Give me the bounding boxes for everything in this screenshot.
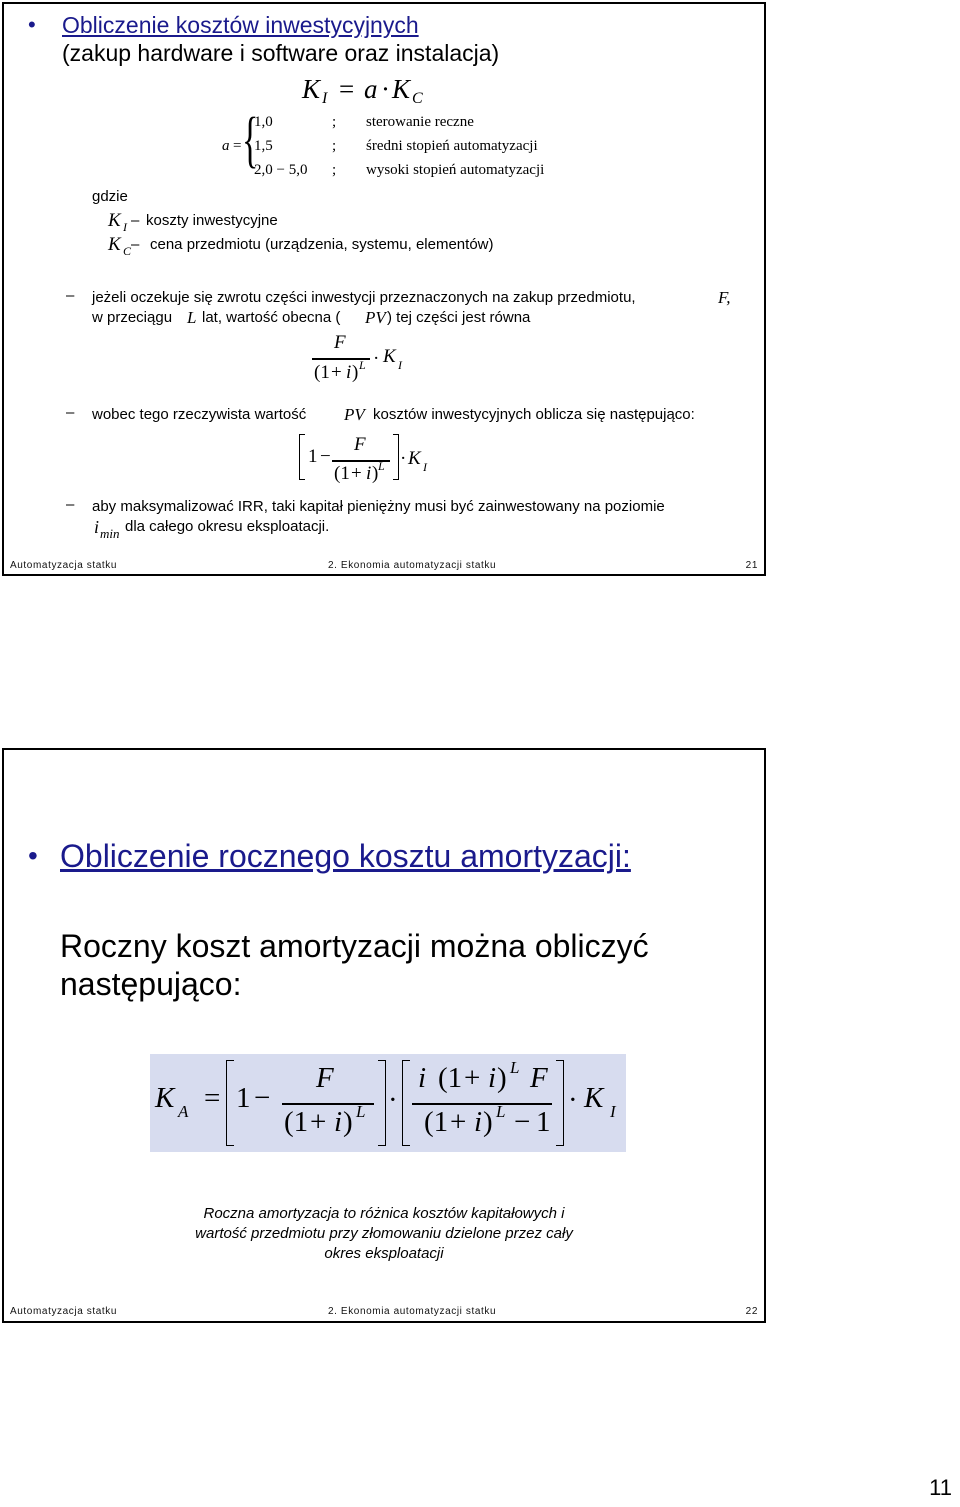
bullet-icon: • xyxy=(28,840,38,871)
bracket-right xyxy=(556,1060,564,1146)
curly-brace: { xyxy=(242,106,259,174)
bracket-right xyxy=(393,434,399,480)
footer-left: Automatyzacja statku xyxy=(10,560,118,571)
bracket-right xyxy=(378,1060,386,1146)
slide2-title[interactable]: Obliczenie rocznego kosztu amortyzacji: xyxy=(60,838,631,874)
footer-page: 21 xyxy=(745,560,758,571)
slide1-title-line2: (zakup hardware i software oraz instalacja) xyxy=(62,40,500,66)
bracket-left xyxy=(299,434,305,480)
slide-22: • Obliczenie rocznego kosztu amortyzacji: Roczny koszt amortyzacji można obliczyć następująco: K A = 1 − F (1 + i ) L · i (1 + i ) L F (1 + i ) L − 1 · K I Roczna amortyzacja to różnica kosztów kapitałowych i wartość przedmiotu przy złomowaniu dzielone przez cały okres eksploatacji Automatyzacja statku 2. Ekonomia automatyzacji statku 22 xyxy=(2,748,766,1323)
slide1-title-line1[interactable]: Obliczenie kosztów inwestycyjnych xyxy=(62,12,419,38)
fraction-bar xyxy=(412,1103,552,1105)
slide-21: • Obliczenie kosztów inwestycyjnych (zakup hardware i software oraz instalacja) K I = a · K C a = { 1,0 ; sterowanie reczne 1,5 ; średni stopień automatyzacji 2,0 − 5,0 ; wysoki stopień automatyzacji gdzie K I – koszty inwestycyjne K C – cena przedmiotu (urządzenia, systemu, elementów) – jeżeli oczekuje się zwrotu części inwestycji przeznaczonych na zakup przedmiotu, F, w przeciągu L lat, wartość obecna ( PV ) tej części jest równa F (1 + i ) L · K I – wobec tego rzeczywista wartość PV kosztów inwestycyjnych oblicza się następująco: 1 − F (1 + i ) L · K I – aby maksymalizować IRR, taki kapitał pieniężny musi być zainwestowany na poziomie i min dla całego okresu eksploatacji. Automatyzacja statku 2. Ekonomia automatyzacji statku 21 xyxy=(2,2,766,576)
amortization-formula: K A = 1 − F (1 + i ) L · i (1 + i ) L F (1 + i ) L − 1 · K I xyxy=(150,1054,626,1152)
bracket-left xyxy=(402,1060,410,1146)
footer-center: 2. Ekonomia automatyzacji statku xyxy=(328,560,497,571)
footer-page: 22 xyxy=(745,1306,758,1317)
where-label: gdzie xyxy=(92,188,128,205)
footer-center: 2. Ekonomia automatyzacji statku xyxy=(328,1306,497,1317)
slide2-subtitle-line1: Roczny koszt amortyzacji można obliczyć xyxy=(60,928,649,964)
bullet-icon: • xyxy=(28,12,36,37)
slide2-subtitle-line2: następująco: xyxy=(60,966,242,1002)
footer-left: Automatyzacja statku xyxy=(10,1306,118,1317)
bracket-left xyxy=(226,1060,234,1146)
page-number: 11 xyxy=(929,1475,952,1500)
